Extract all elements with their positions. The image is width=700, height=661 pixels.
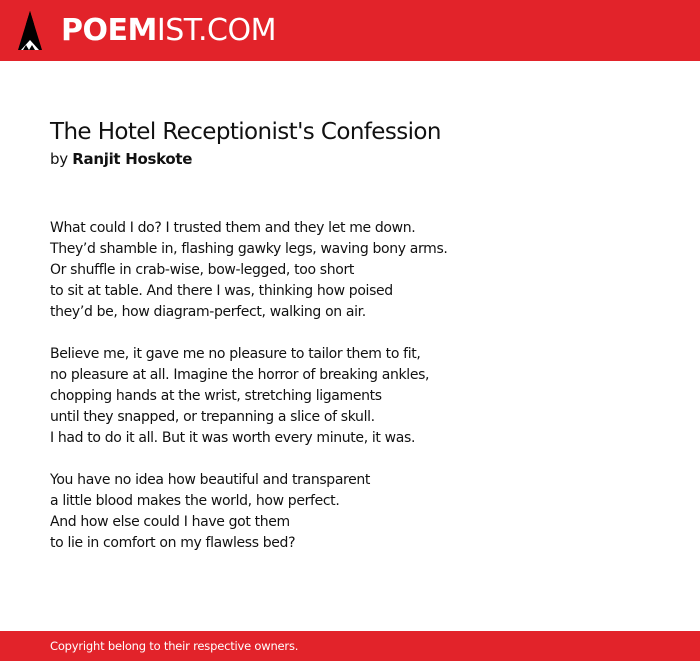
poem-title: The Hotel Receptionist's Confession: [50, 119, 441, 145]
poem-line: Believe me, it gave me no pleasure to tailor them to fit,: [50, 346, 421, 362]
poem-line: And how else could I have got them: [50, 514, 290, 530]
poem-line: a little blood makes the world, how perfect.: [50, 493, 340, 509]
poem-line: You have no idea how beautiful and transparent: [50, 472, 371, 488]
stanza: [50, 344, 650, 449]
poem-line: no pleasure at all. Imagine the horror of breaking ankles,: [50, 367, 430, 383]
poem-body: [50, 218, 650, 575]
copyright-notice: Copyright belong to their respective owners.: [50, 639, 299, 653]
poem-line: to sit at table. And there I was, thinking how poised: [50, 283, 393, 299]
poem-line: Or shuffle in crab-wise, bow-legged, too short: [50, 262, 354, 278]
poem-line: they’d be, how diagram-perfect, walking on air.: [50, 304, 366, 320]
poem-line: They’d shamble in, flashing gawky legs, waving bony arms.: [50, 241, 448, 257]
site-logo[interactable]: [61, 12, 276, 50]
stanza: [50, 218, 650, 323]
author-name: Ranjit Hoskote: [72, 150, 193, 168]
poem-line: to lie in comfort on my flawless bed?: [50, 535, 296, 551]
logo-bold-text: POEM: [61, 13, 157, 48]
poem-line: What could I do? I trusted them and they let me down.: [50, 220, 416, 236]
byline: [50, 148, 192, 170]
poem-line: I had to do it all. But it was worth every minute, it was.: [50, 430, 416, 446]
site-header: [0, 0, 700, 61]
poem-line: until they snapped, or trepanning a slice of skull.: [50, 409, 375, 425]
by-label: by: [50, 150, 68, 168]
logo-light-text: IST.COM: [156, 13, 276, 48]
stanza: [50, 470, 650, 554]
pencil-tip-icon[interactable]: [17, 10, 43, 52]
site-footer: [0, 631, 700, 661]
poem-line: chopping hands at the wrist, stretching ligaments: [50, 388, 382, 404]
